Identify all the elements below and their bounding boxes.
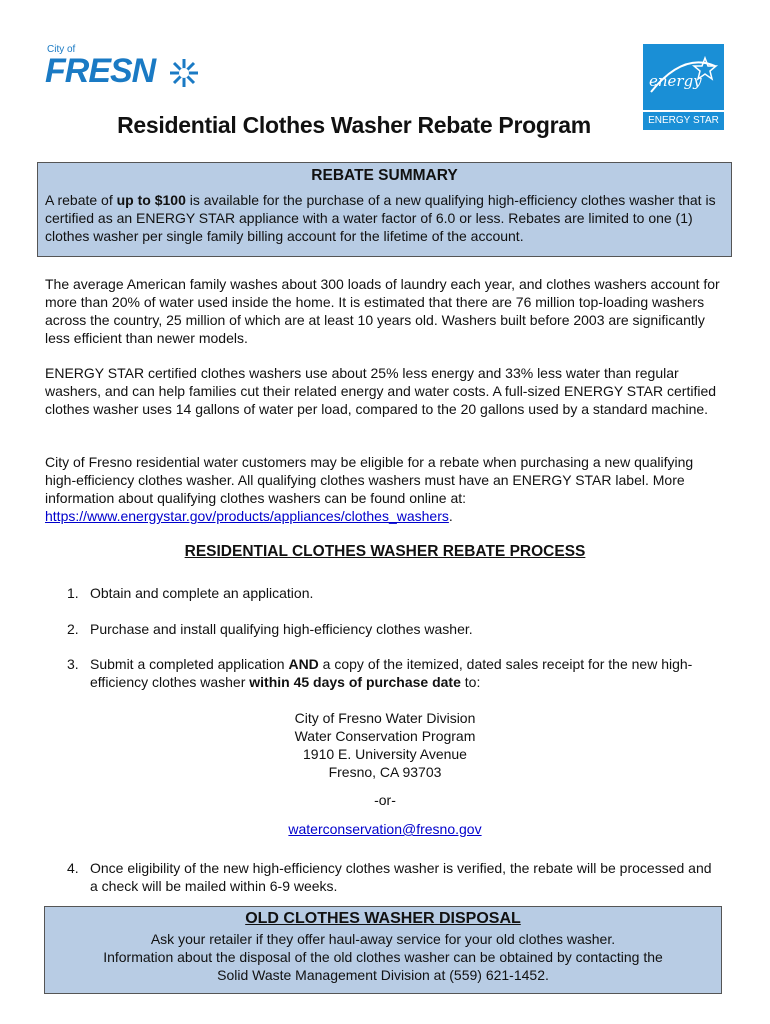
rebate-summary-text: A rebate of up to $100 is available for the purchase of a new qualifying high-efficiency clothes washer that is certified as an ENERGY STAR appliance with a water factor of 6.0 or less. Rebates are limited to one (1) clothes washer per single family billing account for the lifetime of the account. <box>45 192 716 244</box>
disposal-line-1: Ask your retailer if they offer haul-away service for your old clothes washer. <box>150 931 616 947</box>
city-of-fresno-logo <box>45 44 205 94</box>
mailing-address: City of Fresno Water Division Water Conservation Program 1910 E. University Avenue Fresno, CA 93703 <box>294 710 476 780</box>
step-2: 2. Purchase and install qualifying high-efficiency clothes washer. <box>67 621 473 637</box>
step-1: 1. Obtain and complete an application. <box>67 585 314 601</box>
energy-script: energy <box>649 72 702 90</box>
logo-fresno: FRESN <box>45 52 156 90</box>
step-3: 3. Submit a completed application AND a copy of the itemized, dated sales receipt for the new high-efficiency clothes washer within 45 days of purchase date to: <box>67 656 693 690</box>
paragraph-energy-star: ENERGY STAR certified clothes washers use about 25% less energy and 33% less water than regular washers, and can help families cut their related energy and water costs. A full-sized ENERGY STAR certified clothes washer uses 14 gallons of water per load, compared to the 20 gallons used by a standard machine. <box>45 365 717 417</box>
or-separator: -or- <box>374 792 396 808</box>
disposal-line-2: Information about the disposal of the old clothes washer can be obtained by contacting the <box>103 949 663 965</box>
disposal-box <box>44 906 722 994</box>
logo-city-of: City of <box>47 44 76 55</box>
rebate-summary-box <box>37 162 732 257</box>
email-line <box>0 820 770 838</box>
disposal-line-3: Solid Waste Management Division at (559) 621-1452. <box>217 967 549 983</box>
energystar-link[interactable]: https://www.energystar.gov/products/appliances/clothes_washers <box>45 508 449 524</box>
disposal-heading: OLD CLOTHES WASHER DISPOSAL <box>245 910 521 927</box>
step-4: 4. Once eligibility of the new high-efficiency clothes washer is verified, the rebate will be processed and a check will be mailed within 6-9 weeks. <box>67 860 712 894</box>
page-title: Residential Clothes Washer Rebate Program <box>117 112 591 138</box>
paragraph-laundry-stats: The average American family washes about 300 loads of laundry each year, and clothes washers account for more than 20% of water used inside the home. It is estimated that there are 76 million top-loading washers across the country, 25 million of which are at least 10 years old. Washers built before 2003 are significantly less efficient than newer models. <box>45 276 720 346</box>
process-heading: RESIDENTIAL CLOTHES WASHER REBATE PROCESS <box>184 543 586 560</box>
paragraph-eligibility: City of Fresno residential water customers may be eligible for a rebate when purchasing a new qualifying high-efficiency clothes washer. All qualifying clothes washers must have an ENERGY STAR label. More information about qualifying clothes washers can be found online at: https://www.energystar.gov/products/appliances/clothes_washers. <box>45 454 694 524</box>
energy-star-caption: ENERGY STAR <box>643 110 724 130</box>
sun-icon <box>169 58 199 88</box>
email-link[interactable]: waterconservation@fresno.gov <box>288 821 482 837</box>
rebate-summary-heading: REBATE SUMMARY <box>311 167 458 184</box>
